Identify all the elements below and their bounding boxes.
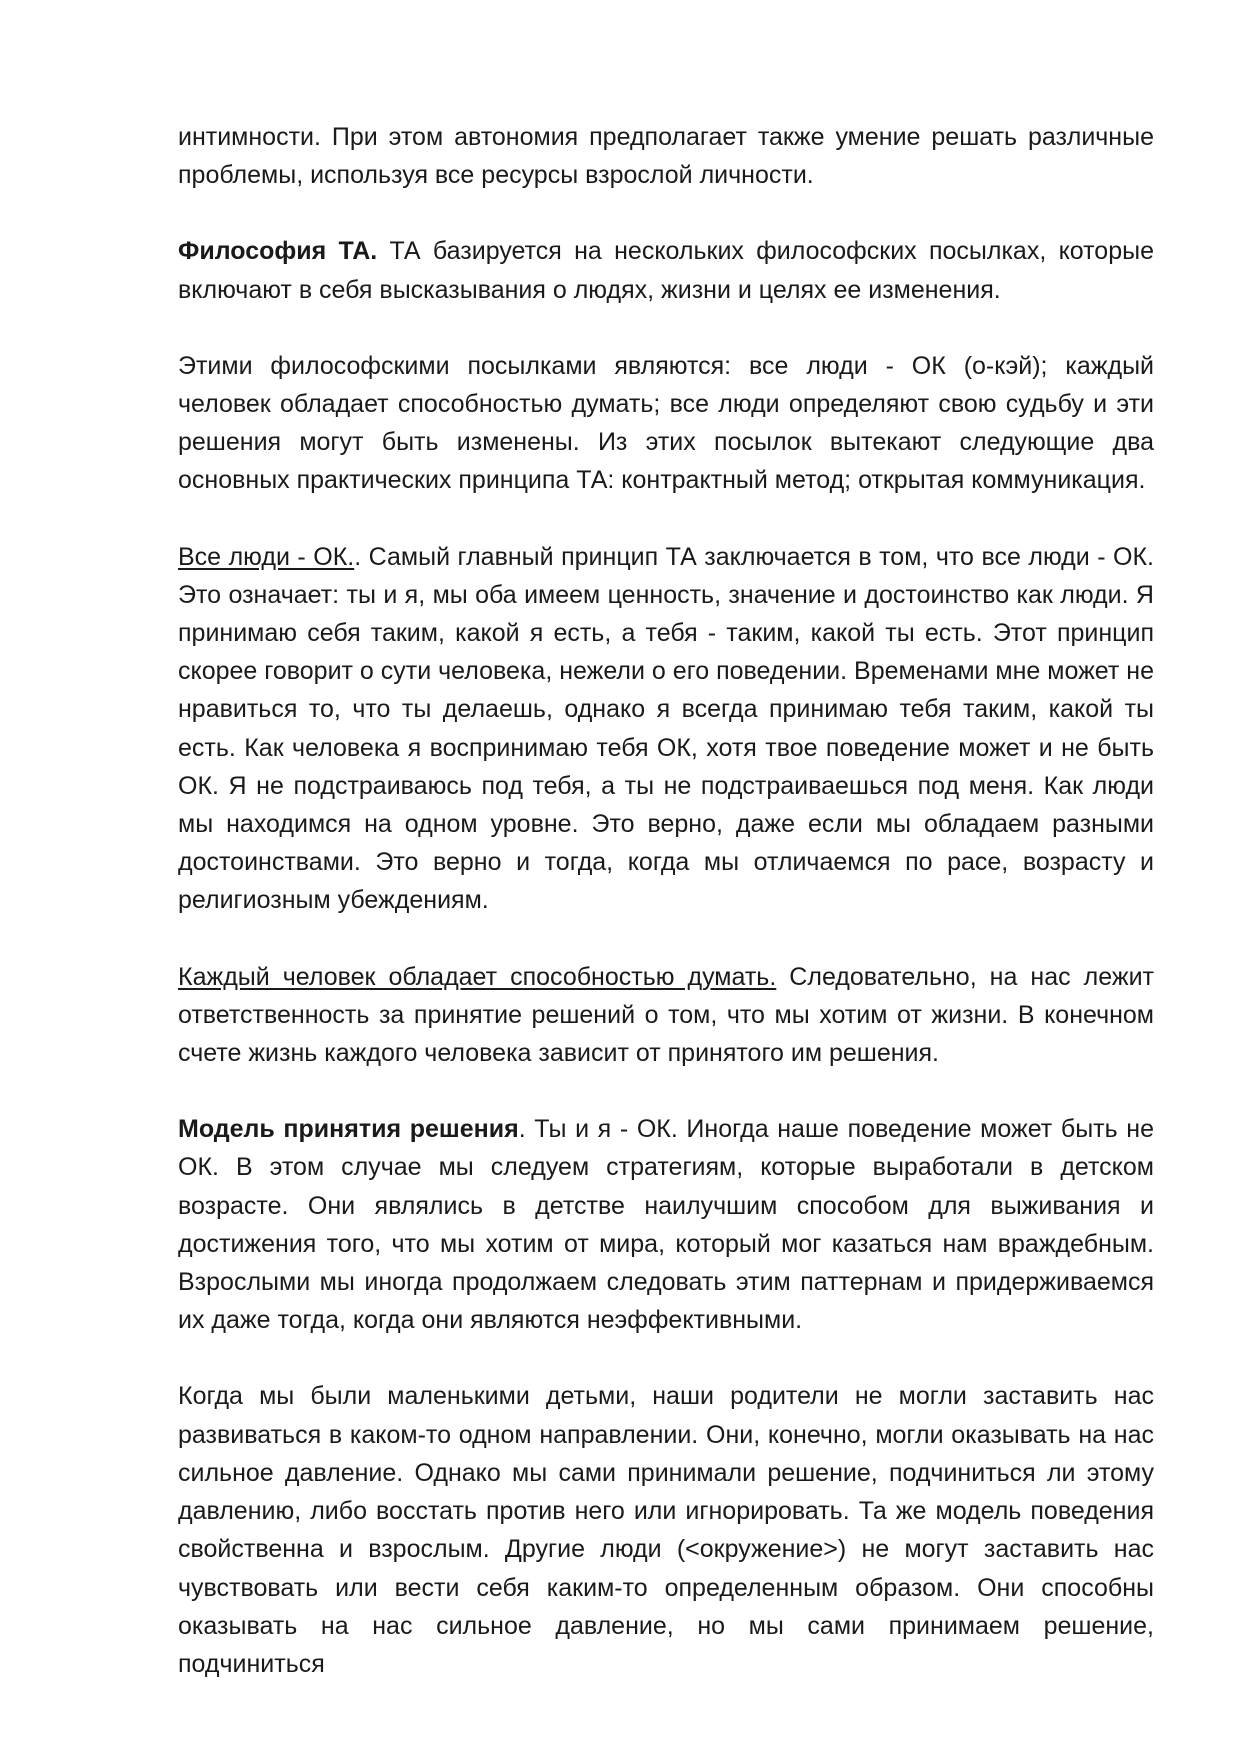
paragraph-text: . Самый главный принцип ТА заключается в том, что все люди - ОК. Это означает: ты и я, мы оба имеем ценность, значение и достоинство как люди. Я принимаю себя таким, какой я есть, а тебя - таким, какой ты есть. Этот принцип скорее говорит о сути человека, нежели о его поведении. Временами мне может не нравиться то, что ты делаешь, однако я всегда принимаю тебя таким, какой ты есть. Как человека я воспринимаю тебя ОК, хотя твое поведение может и не быть ОК. Я не подстраиваюсь под тебя, а ты не подстраиваешься под меня. Как люди мы находимся на одном уровне. Это верно, даже если мы обладаем разными достоинствами. Это верно и тогда, когда мы отличаемся по расе, возрасту и религиозным убеждениям. <box>178 542 1154 915</box>
paragraph-text: Когда мы были маленькими детьми, наши родители не могли заставить нас развиваться в каком-то одном направлении. Они, конечно, могли оказывать на нас сильное давление. Однако мы сами принимали решение, подчиниться ли этому давлению, либо восстать против него или игнорировать. Та же модель поведения свойственна и взрослым. Другие люди (<окружение>) не могут заставить нас чувствовать или вести себя каким-то определенным образом. Они способны оказывать на нас сильное давление, но мы сами принимаем решение, подчиниться <box>178 1382 1154 1678</box>
paragraph-premises <box>178 347 1154 500</box>
paragraph-autonomy-end <box>178 118 1154 194</box>
paragraph-decision-model <box>178 1110 1154 1339</box>
section-heading-decision-model: Модель принятия решения <box>178 1115 519 1144</box>
paragraph-childhood <box>178 1377 1154 1683</box>
paragraph-text: ТА базируется на нескольких философских посылках, которые включают в себя высказывания о людях, жизни и целях ее изменения. <box>178 237 1154 304</box>
paragraph-all-people-ok <box>178 538 1154 920</box>
document-page <box>178 118 1154 1683</box>
paragraph-text: интимности. При этом автономия предполагает также умение решать различные проблемы, используя все ресурсы взрослой личности. <box>178 123 1154 190</box>
paragraph-text: Следовательно, на нас лежит ответственность за принятие решений о том, что мы хотим от жизни. В конечном счете жизнь каждого человека зависит от принятого им решения. <box>178 962 1154 1068</box>
paragraph-philosophy <box>178 232 1154 308</box>
paragraph-ability-to-think <box>178 958 1154 1073</box>
paragraph-text: Этими философскими посылками являются: все люди - ОК (о-кэй); каждый человек обладает способностью думать; все люди определяют свою судьбу и эти решения могут быть изменены. Из этих посылок вытекают следующие два основных практических принципа ТА: контрактный метод; открытая коммуникация. <box>178 351 1154 495</box>
underlined-term-all-people-ok: Все люди - ОК. <box>178 542 355 571</box>
section-heading-philosophy: Философия ТА. <box>178 237 378 266</box>
underlined-term-ability-to-think: Каждый человек обладает способностью думать. <box>178 962 777 991</box>
paragraph-text: . Ты и я - ОК. Иногда наше поведение может быть не ОК. В этом случае мы следуем стратегиям, которые выработали в детском возрасте. Они являлись в детстве наилучшим способом для выживания и достижения того, что мы хотим от мира, который мог казаться нам враждебным. Взрослыми мы иногда продолжаем следовать этим паттернам и придерживаемся их даже тогда, когда они являются неэффективными. <box>178 1115 1154 1335</box>
